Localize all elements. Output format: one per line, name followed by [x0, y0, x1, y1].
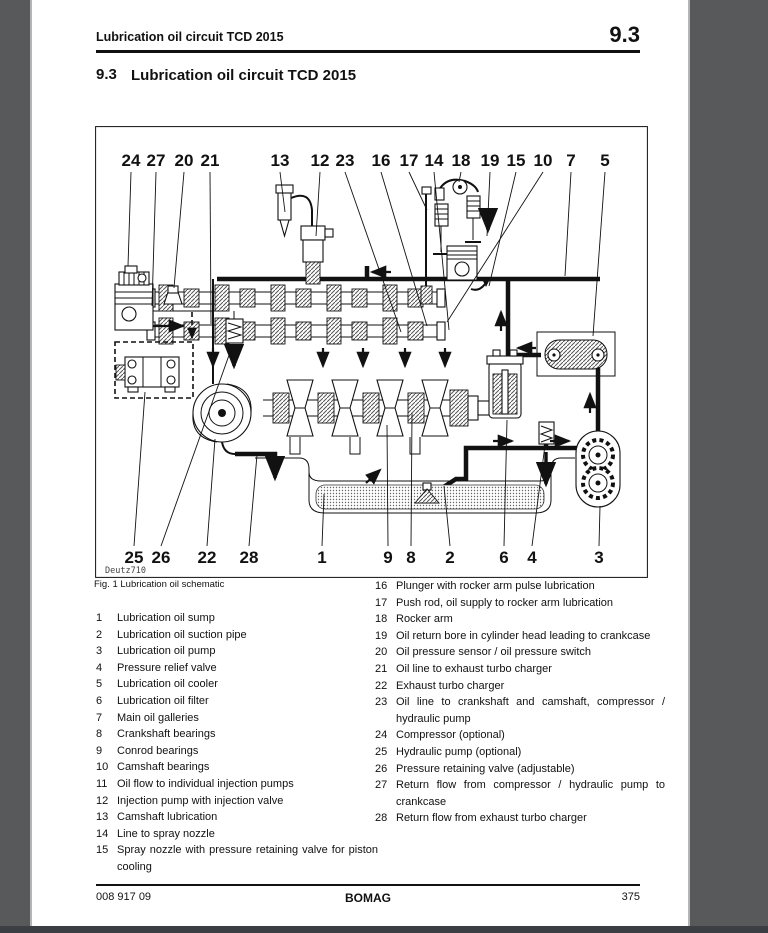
- legend-item-number: 16: [375, 580, 388, 592]
- legend-item-number: 17: [375, 596, 388, 609]
- callout-number-7: 7: [566, 151, 576, 170]
- callout-number-12: 12: [310, 151, 330, 170]
- legend-item: [96, 693, 378, 710]
- callout-number-23: 23: [335, 151, 355, 170]
- callout-number-14: 14: [424, 151, 444, 170]
- oil-sump-drawing: [255, 458, 575, 513]
- callout-leader-3: [599, 506, 600, 546]
- legend-item: [375, 761, 665, 778]
- legend-item: [96, 826, 378, 843]
- callout-number-16: 16: [371, 151, 391, 170]
- callout-leader-25: [134, 392, 145, 546]
- legend-item: [375, 578, 665, 595]
- legend-item-number: 24: [375, 729, 388, 742]
- callout-leader-5: [593, 172, 605, 336]
- legend-item-number: 15: [96, 844, 109, 857]
- legend-item-number: 28: [375, 812, 388, 825]
- legend-item: [375, 678, 665, 695]
- legend-item-text: Oil line to crankshaft and camshaft, compressor / hydraulic pump: [396, 696, 665, 725]
- legend-item-text: Hydraulic pump (optional): [396, 745, 522, 758]
- callout-number-27: 27: [146, 151, 166, 170]
- page-edge-right: [688, 0, 690, 926]
- footer-doc-number: 008 917 09: [96, 891, 152, 903]
- rocker-arm-drawing: [421, 180, 489, 304]
- document-page: [32, 0, 688, 926]
- legend-item-number: 8: [96, 728, 103, 741]
- callout-number-22: 22: [197, 548, 217, 567]
- legend-item-number: 26: [375, 762, 388, 775]
- legend-item: [375, 810, 665, 827]
- legend-item: [96, 710, 378, 727]
- legend-item-text: Oil pressure sensor / oil pressure switch: [396, 646, 592, 659]
- legend-item: [96, 643, 378, 660]
- callout-number-20: 20: [174, 151, 194, 170]
- callout-leader-23: [345, 172, 401, 332]
- oil-filter-drawing: [487, 350, 523, 418]
- legend-item-text: Plunger with rocker arm pulse lubrication: [396, 580, 595, 592]
- callout-number-21: 21: [200, 151, 220, 170]
- legend-item: [375, 628, 665, 645]
- legend-item-number: 5: [96, 678, 103, 691]
- legend-item: [96, 743, 378, 760]
- legend-item-number: 18: [375, 613, 388, 626]
- legend-item-number: 23: [375, 696, 388, 709]
- callout-leader-7: [565, 172, 571, 276]
- callout-leader-24: [128, 172, 131, 266]
- legend-item-text: Compressor (optional): [396, 729, 505, 742]
- legend-item-text: Conrod bearings: [117, 744, 199, 757]
- legend-item-number: 10: [96, 761, 109, 774]
- callout-number-8: 8: [406, 548, 416, 567]
- callout-number-2: 2: [445, 548, 455, 567]
- viewer-bottom-bar: [0, 926, 768, 933]
- legend-item-text: Rocker arm: [396, 613, 453, 626]
- callout-leader-20: [174, 172, 184, 288]
- callout-number-25: 25: [124, 548, 144, 567]
- running-header-title: Lubrication oil circuit TCD 2015: [96, 30, 284, 44]
- legend-item-number: 22: [375, 679, 388, 692]
- callout-leader-22: [207, 439, 215, 546]
- legend-item-text: Pressure retaining valve (adjustable): [396, 762, 575, 775]
- legend-item-text: Spray nozzle with pressure retaining valve for piston cooling: [117, 844, 378, 873]
- legend-col-right: [375, 578, 665, 827]
- legend-item-text: Injection pump with injection valve: [117, 794, 284, 807]
- legend-item: [375, 595, 665, 612]
- callout-number-15: 15: [506, 151, 526, 170]
- legend-item-number: 21: [375, 662, 388, 675]
- callout-number-3: 3: [594, 548, 604, 567]
- callout-number-9: 9: [383, 548, 393, 567]
- legend-item: [375, 694, 665, 727]
- legend-item: [96, 726, 378, 743]
- legend-item-text: Exhaust turbo charger: [396, 679, 505, 692]
- legend-item-text: Oil line to exhaust turbo charger: [396, 662, 552, 675]
- legend-item: [375, 661, 665, 678]
- legend-item-number: 13: [96, 811, 109, 824]
- legend-item: [375, 727, 665, 744]
- callout-number-10: 10: [533, 151, 553, 170]
- callout-number-6: 6: [499, 548, 509, 567]
- legend-item-number: 12: [96, 794, 109, 807]
- legend-item-text: Oil return bore in cylinder head leading to crankcase: [396, 629, 651, 642]
- figure-caption: Fig. 1 Lubrication oil schematic: [94, 579, 225, 590]
- callout-number-26: 26: [151, 548, 171, 567]
- legend-item-text: Lubrication oil sump: [117, 612, 215, 624]
- footer-rule: [96, 884, 640, 886]
- legend-item: [96, 627, 378, 644]
- compressor-drawing: [115, 266, 153, 330]
- legend-item-number: 9: [96, 744, 103, 757]
- legend-item-text: Return flow from compressor / hydraulic pump to crankcase: [396, 779, 665, 808]
- legend-item-number: 1: [96, 612, 103, 624]
- callout-leader-6: [504, 420, 507, 546]
- top-callouts: [122, 151, 610, 336]
- legend-item: [375, 644, 665, 661]
- legend-item-number: 14: [96, 827, 109, 840]
- legend-item: [375, 744, 665, 761]
- callout-number-28: 28: [239, 548, 259, 567]
- legend-item-text: Lubrication oil cooler: [117, 678, 218, 691]
- callout-leader-15: [489, 172, 516, 286]
- legend-item: [96, 660, 378, 677]
- section-number: 9.3: [96, 66, 117, 83]
- legend-item-number: 19: [375, 629, 388, 642]
- legend-item-text: Crankshaft bearings: [117, 728, 216, 741]
- legend-item-text: Lubrication oil pump: [117, 645, 216, 658]
- legend-item: [96, 759, 378, 776]
- oil-cooler-drawing: [537, 332, 615, 376]
- legend-item: [96, 793, 378, 810]
- legend-item-text: Main oil galleries: [117, 711, 199, 724]
- callout-number-1: 1: [317, 548, 327, 567]
- legend-item-text: Line to spray nozzle: [117, 827, 215, 840]
- legend-item: [96, 676, 378, 693]
- footer-page-number: 375: [621, 891, 640, 903]
- legend-item: [96, 809, 378, 826]
- legend-item: [96, 776, 378, 793]
- legend-item-number: 7: [96, 711, 103, 724]
- legend-item-text: Return flow from exhaust turbo charger: [396, 812, 587, 825]
- callout-number-24: 24: [121, 151, 141, 170]
- legend-item-number: 27: [375, 779, 388, 792]
- crankshaft-drawing: [263, 380, 490, 454]
- footer-brand: BOMAG: [345, 891, 391, 905]
- legend-item-number: 25: [375, 745, 388, 758]
- callout-number-18: 18: [451, 151, 471, 170]
- header-rule: [96, 50, 640, 53]
- legend-item: [96, 842, 378, 875]
- legend-item-text: Camshaft bearings: [117, 761, 210, 774]
- section-heading: [96, 66, 361, 85]
- legend-item-text: Pressure relief valve: [117, 661, 217, 674]
- figure-watermark: Deutz710: [105, 566, 146, 576]
- bottom-callouts: [125, 344, 604, 567]
- legend-item-text: Lubrication oil suction pipe: [117, 628, 247, 641]
- page-edge-left: [30, 0, 32, 926]
- legend-item-text: Camshaft lubrication: [117, 811, 218, 824]
- callout-number-4: 4: [527, 548, 537, 567]
- callout-number-5: 5: [600, 151, 610, 170]
- running-header-chapter: 9.3: [609, 22, 640, 47]
- callout-leader-28: [249, 455, 257, 546]
- legend-item-number: 6: [96, 694, 103, 707]
- legend-item-text: Oil flow to individual injection pumps: [117, 777, 294, 790]
- callout-leader-9: [387, 425, 388, 546]
- callout-number-19: 19: [480, 151, 500, 170]
- legend-item-number: 2: [96, 628, 103, 641]
- legend-item: [375, 611, 665, 628]
- oil-pump-drawing: [576, 431, 620, 507]
- legend-item-number: 4: [96, 661, 103, 674]
- callout-number-13: 13: [270, 151, 290, 170]
- legend-item-number: 3: [96, 645, 103, 658]
- callout-number-17: 17: [399, 151, 419, 170]
- callout-leader-21: [210, 172, 211, 324]
- legend-item: [96, 610, 378, 627]
- legend-item: [375, 777, 665, 810]
- section-title: Lubrication oil circuit TCD 2015: [131, 67, 357, 84]
- callout-leader-27: [152, 172, 156, 306]
- legend-item-text: Lubrication oil filter: [117, 694, 209, 707]
- legend-item-number: 20: [375, 646, 388, 659]
- legend-col-left: [96, 610, 378, 876]
- lubrication-schematic-figure: [95, 126, 649, 578]
- legend-item-text: Push rod, oil supply to rocker arm lubrication: [396, 596, 614, 609]
- legend-item-number: 11: [96, 777, 108, 790]
- injector-drawing: [276, 185, 333, 284]
- callout-leader-8: [411, 413, 412, 546]
